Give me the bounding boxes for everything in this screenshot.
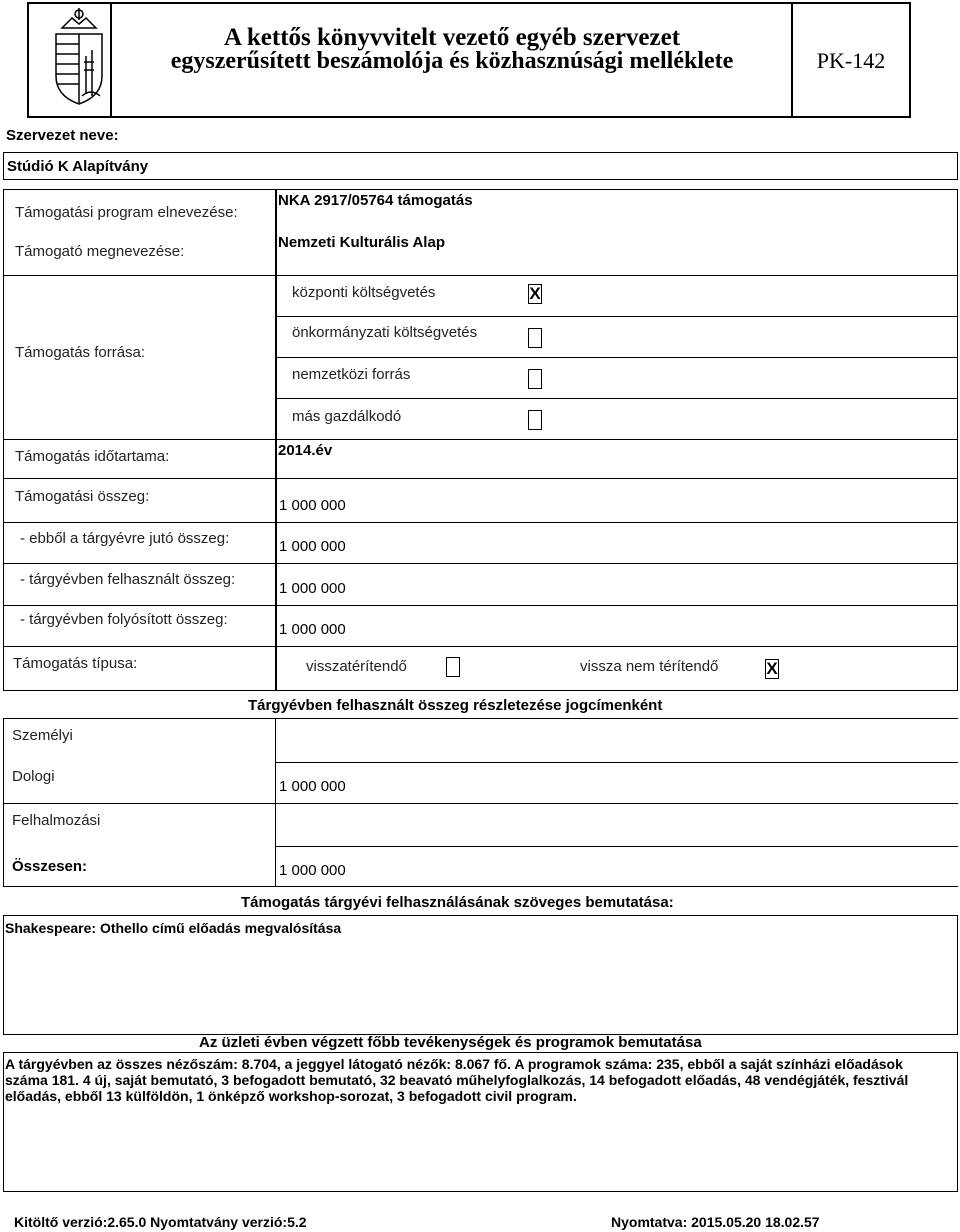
- print-timestamp: Nyomtatva: 2015.05.20 18.02.57: [611, 1214, 820, 1230]
- year-amount-value[interactable]: 1 000 000: [279, 538, 346, 555]
- program-label: Támogatási program elnevezése:: [15, 204, 238, 221]
- program-value[interactable]: NKA 2917/05764 támogatás: [278, 192, 473, 209]
- support-label-divider: [275, 189, 277, 691]
- paid-amount-value[interactable]: 1 000 000: [279, 621, 346, 638]
- source-option-label: más gazdálkodó: [292, 408, 402, 425]
- source-checkbox[interactable]: [528, 328, 542, 348]
- amount-label: Támogatási összeg:: [15, 488, 150, 505]
- source-checkbox[interactable]: [528, 369, 542, 389]
- form-title-line-2: egyszerűsített beszámolója és közhasznúsági melléklete: [170, 48, 734, 74]
- coat-of-arms-icon: [48, 6, 110, 108]
- used-amount-value[interactable]: 1 000 000: [279, 580, 346, 597]
- breakdown-divider: [275, 718, 276, 886]
- breakdown-title: Tárgyévben felhasznált összeg részletezése jogcímenként: [248, 697, 663, 714]
- source-label: Támogatás forrása:: [15, 344, 146, 361]
- source-option-label: központi költségvetés: [292, 284, 436, 301]
- nonrefundable-checkbox[interactable]: X: [766, 659, 778, 678]
- text-presentation-content: Shakespeare: Othello című előadás megvalósítása: [5, 920, 342, 936]
- duration-label: Támogatás időtartama:: [15, 448, 170, 465]
- paid-amount-label: - tárgyévben folyósított összeg:: [20, 611, 228, 628]
- filler-version: Kitöltő verzió:2.65.0 Nyomtatvány verzió:5.2: [14, 1214, 307, 1230]
- refundable-checkbox[interactable]: [446, 657, 460, 677]
- duration-value[interactable]: 2014.év: [278, 442, 333, 459]
- form-title-line-1: A kettős könyvvitelt vezető egyéb szervezet: [223, 24, 681, 51]
- material-value[interactable]: 1 000 000: [279, 778, 346, 795]
- total-label: Összesen:: [12, 858, 88, 875]
- used-amount-label: - tárgyévben felhasznált összeg:: [20, 571, 236, 588]
- year-amount-label: - ebből a tárgyévre jutó összeg:: [20, 530, 230, 547]
- amount-value[interactable]: 1 000 000: [279, 497, 346, 514]
- refundable-label: visszatérítendő: [306, 658, 407, 675]
- text-presentation-title: Támogatás tárgyévi felhasználásának szöveges bemutatása:: [241, 894, 674, 911]
- material-label: Dologi: [12, 768, 55, 785]
- supporter-label: Támogató megnevezése:: [15, 243, 185, 260]
- activities-content: A tárgyévben az összes nézőszám: 8.704, a jeggyel látogató nézők: 8.067 fő. A programok száma: 235, ebből a saját színházi előadások száma 181. 4 új, saját bemutató, 3 befogadott bemutató, 32 beavató műhelyfoglalkozás, 14 befogadott előadás, 48 vendégjáték, fesztivál előadás, ebből 13 külföldön, 1 önképző workshop-sorozat, 3 befogadott civil program.: [5, 1056, 909, 1104]
- total-value[interactable]: 1 000 000: [279, 862, 346, 879]
- organization-label: Szervezet neve:: [6, 127, 119, 144]
- source-option-label: nemzetközi forrás: [292, 366, 411, 383]
- source-option-label: önkormányzati költségvetés: [292, 324, 478, 341]
- nonrefundable-label: vissza nem térítendő: [580, 658, 719, 675]
- source-checkbox[interactable]: [528, 410, 542, 430]
- personal-label: Személyi: [12, 727, 73, 744]
- supporter-value[interactable]: Nemzeti Kulturális Alap: [278, 234, 445, 251]
- form-code: PK-142: [816, 48, 886, 73]
- source-checkbox[interactable]: X: [529, 284, 541, 303]
- activities-title: Az üzleti évben végzett főbb tevékenységek és programok bemutatása: [199, 1034, 702, 1051]
- organization-name: Stúdió K Alapítvány: [7, 158, 149, 175]
- accumulation-label: Felhalmozási: [12, 812, 101, 829]
- support-type-label: Támogatás típusa:: [13, 655, 138, 672]
